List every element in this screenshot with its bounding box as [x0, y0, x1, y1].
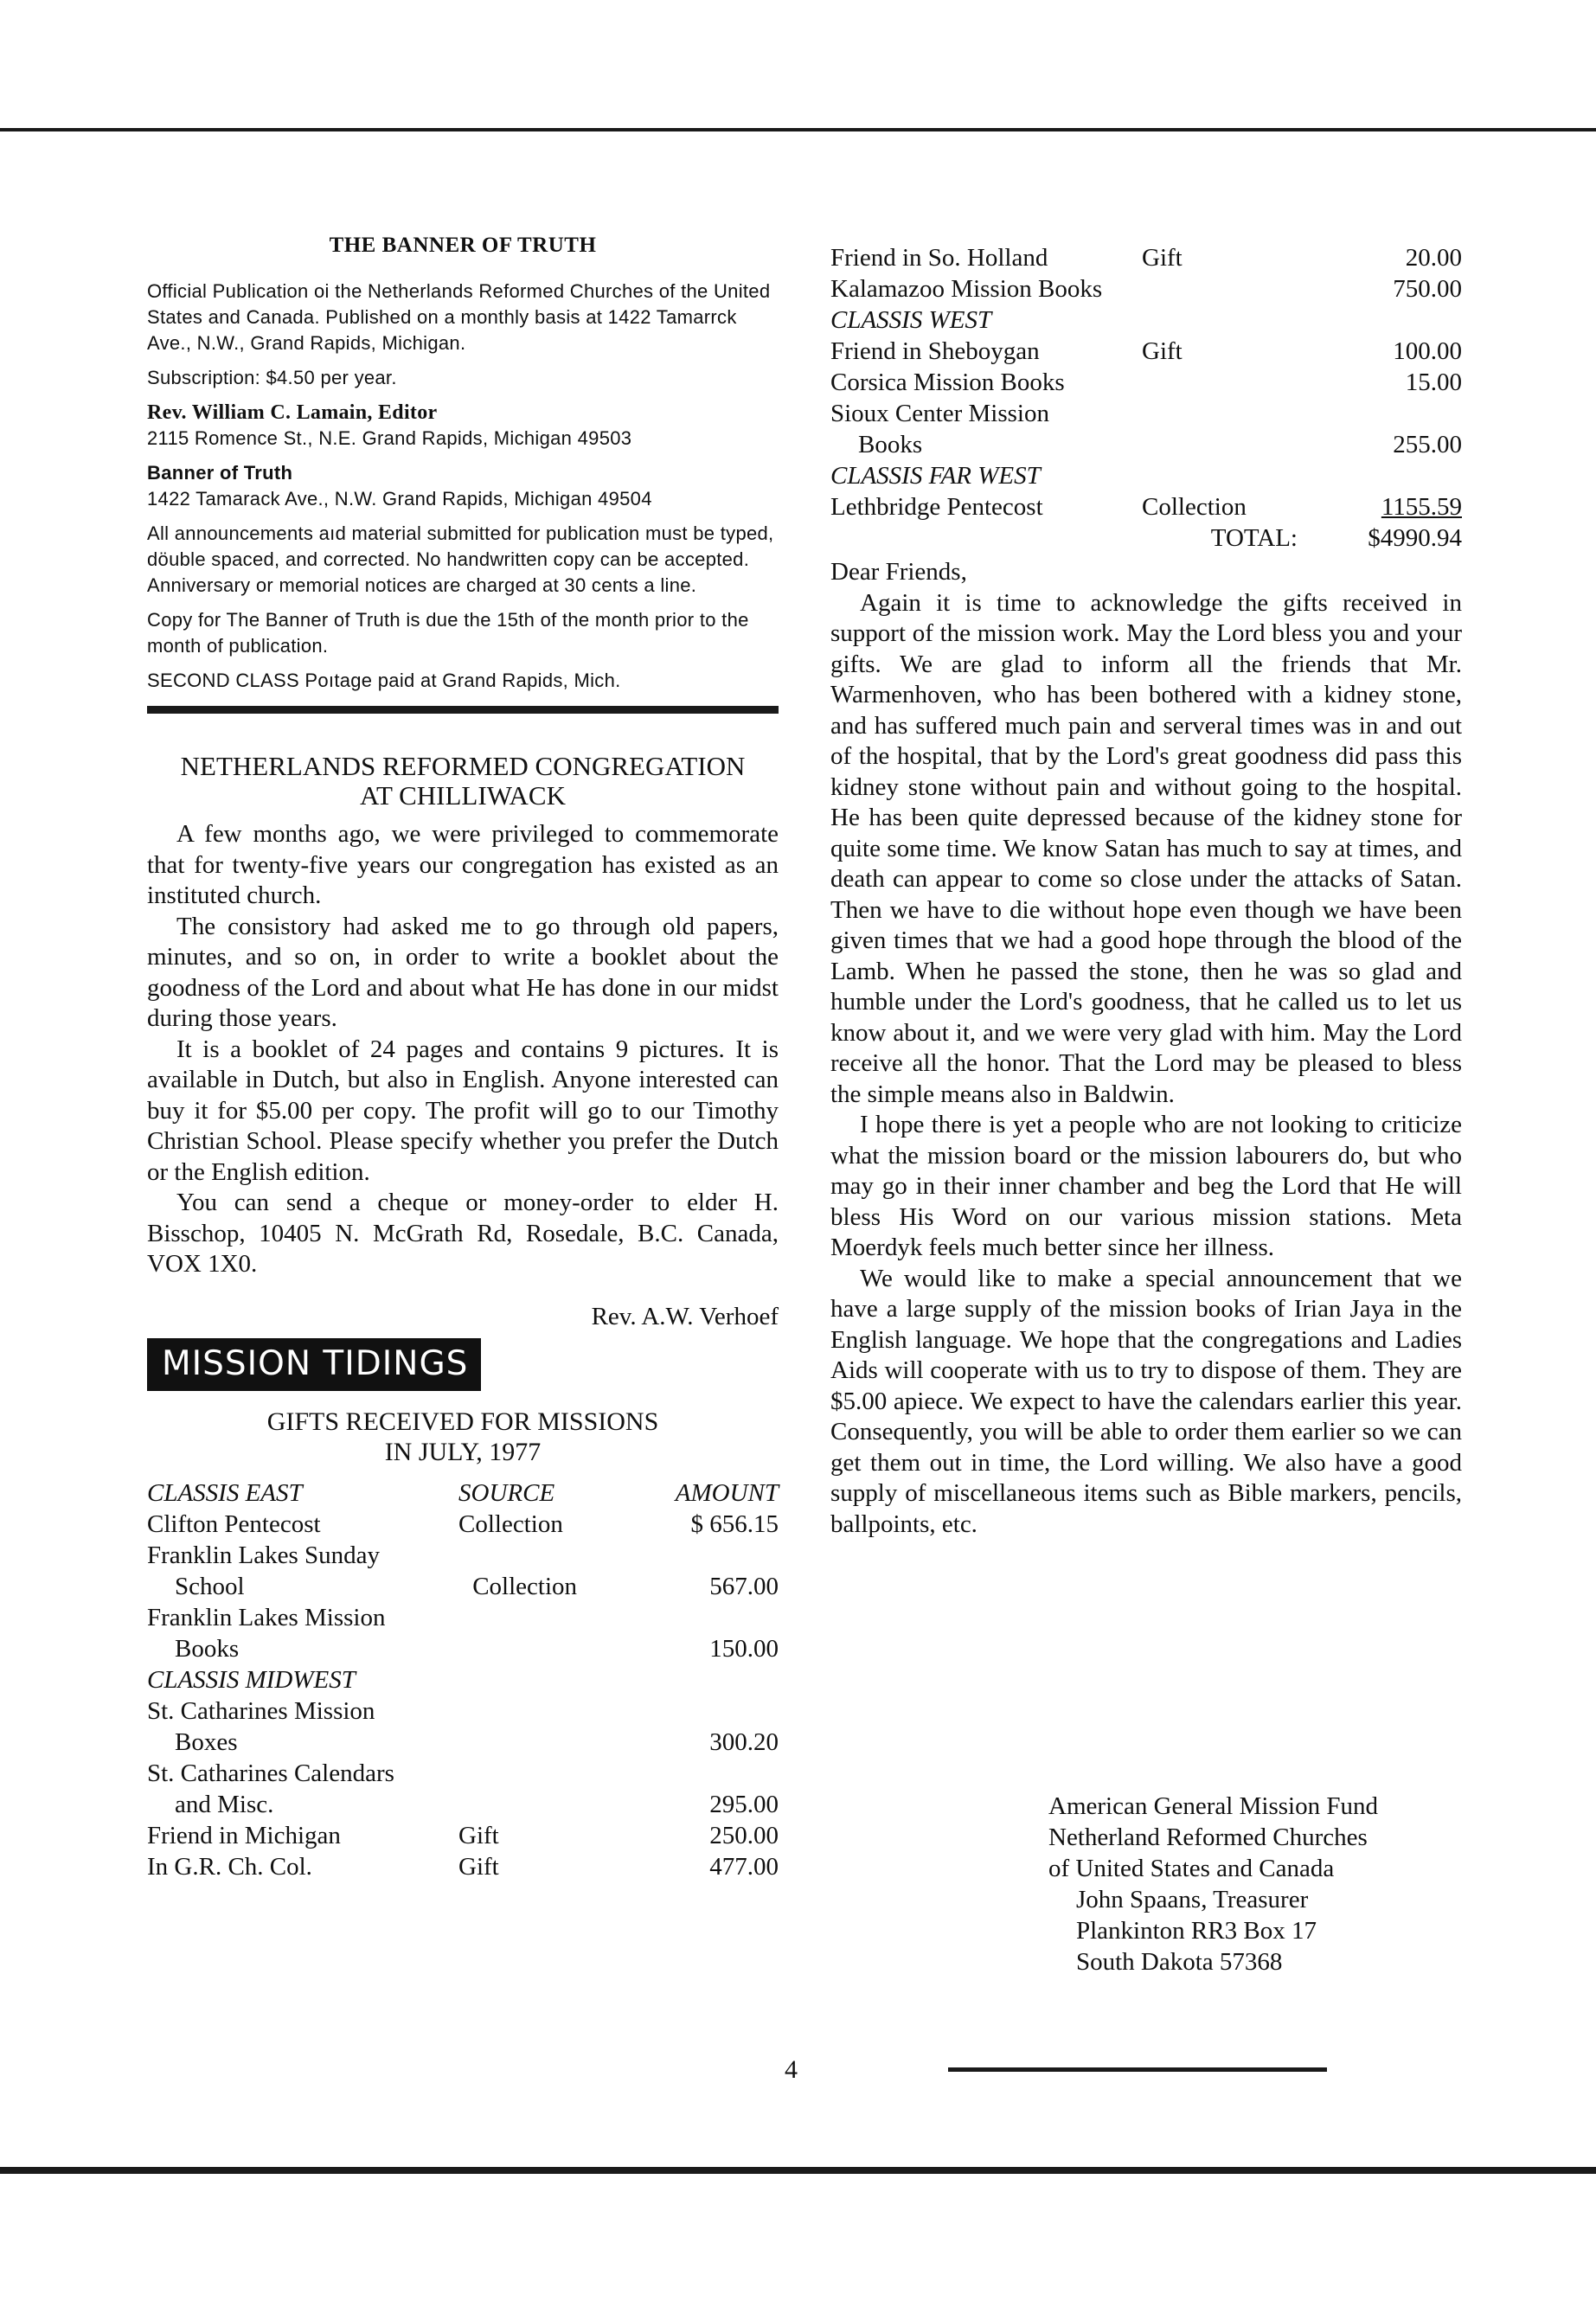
header-amount: AMOUNT — [675, 1478, 779, 1507]
total-row — [830, 522, 1462, 554]
letter-salutation: Dear Friends, — [830, 558, 967, 586]
article-paragraph: It is a booklet of 24 pages and contains 9 pictures. It is available in Dutch, but also in English. Anyone interested can buy it for $5.00 per copy. The profit will go to our Timothy Christian School. Please specify whether you prefer the Dutch or the English edition. — [147, 1035, 779, 1186]
gift-donor: Franklin Lakes Mission — [147, 1603, 386, 1631]
gift-row — [147, 1571, 779, 1602]
gift-donor: Books — [175, 1634, 240, 1663]
gift-amount — [631, 1540, 779, 1571]
gift-amount — [631, 1695, 779, 1727]
masthead-editor-address: 2115 Romence St., N.E. Grand Rapids, Michigan 49503 — [147, 427, 632, 449]
gift-source: Collection — [1142, 493, 1247, 521]
gift-donor: and Misc. — [175, 1790, 274, 1818]
gift-donor: St. Catharines Mission — [147, 1696, 375, 1725]
gift-donor: Friend in Sheboygan — [830, 337, 1040, 365]
gift-source — [1142, 367, 1315, 398]
right-column — [830, 242, 1462, 1540]
gifts-title — [147, 1407, 779, 1467]
gift-donor: School — [175, 1572, 245, 1600]
header-classis: CLASSIS EAST — [147, 1478, 303, 1507]
gift-source — [472, 1727, 638, 1758]
masthead-title: THE BANNER OF TRUTH — [329, 234, 597, 257]
gift-source — [1142, 273, 1315, 304]
gift-amount: 300.20 — [709, 1727, 779, 1756]
gift-source: Gift — [458, 1821, 499, 1849]
gift-row — [147, 1758, 779, 1789]
gift-amount — [1315, 304, 1462, 336]
gifts-list-left — [147, 1509, 779, 1882]
gift-amount: 250.00 — [709, 1821, 779, 1849]
gift-source: Gift — [1142, 244, 1183, 272]
masthead-copy-due: Copy for The Banner of Truth is due the 15th of the month prior to the month of publication. — [147, 609, 749, 657]
classis-heading: CLASSIS WEST — [830, 306, 992, 334]
gifts-title-line2: IN JULY, 1977 — [384, 1437, 542, 1466]
gift-donor: Lethbridge Pentecost — [830, 493, 1043, 521]
article-title-line1: NETHERLANDS REFORMED CONGREGATION — [180, 751, 746, 781]
masthead-announcements: All announcements aıd material submitted for publication must be typed, döuble spaced, and corrected. No handwritten copy can be accepted. Anniversary or memorial notices are charged at 30 cents a line. — [147, 522, 774, 596]
treasurer-address — [1048, 1791, 1378, 1977]
gift-amount: 567.00 — [709, 1572, 779, 1600]
gift-donor: Corsica Mission Books — [830, 369, 1065, 396]
bottom-page-rule — [0, 2167, 1596, 2174]
mission-tidings-banner: MISSION TIDINGS — [147, 1338, 481, 1391]
gift-row — [147, 1633, 779, 1664]
address-divider — [948, 2067, 1327, 2072]
gift-amount: 20.00 — [1405, 244, 1462, 272]
masthead-divider — [147, 706, 779, 714]
gift-source — [1142, 304, 1315, 336]
gift-source — [472, 1633, 638, 1664]
gifts-title-line1: GIFTS RECEIVED FOR MISSIONS — [266, 1407, 659, 1436]
gift-donor: Franklin Lakes Sunday — [147, 1541, 381, 1569]
address-line: John Spaans, Treasurer — [1076, 1886, 1309, 1913]
gift-row — [830, 398, 1462, 429]
gift-row — [147, 1789, 779, 1820]
gift-source — [1156, 429, 1321, 460]
gift-source: Gift — [458, 1852, 499, 1881]
letter-paragraph: We would like to make a special announcement that we have a large supply of the mission books of Irian Jaya in the English language. We hope that the congregations and Ladies Aids will cooperate with us to try to dispose of them. They are $5.00 apiece. We expect to have the calendars earlier this year. Consequently, you will be able to order them earlier so we can get them out in time, the Lord willing. We also have a good supply of miscellaneous items such as Bible markers, pencils, ballpoints, etc. — [830, 1264, 1462, 1538]
gift-amount: 15.00 — [1405, 369, 1462, 396]
gift-amount: $ 656.15 — [690, 1509, 779, 1538]
address-line: Plankinton RR3 Box 17 — [1076, 1917, 1317, 1945]
mission-banner-wrap — [147, 1338, 779, 1391]
gift-row — [830, 367, 1462, 398]
article-title — [147, 752, 779, 811]
gift-row — [147, 1509, 779, 1540]
gift-donor: Friend in Michigan — [147, 1821, 341, 1849]
gift-donor: St. Catharines Calendars — [147, 1759, 394, 1787]
masthead-postage: SECOND CLASS Poıtage paid at Grand Rapids, Mich. — [147, 670, 621, 691]
article-paragraph: You can send a cheque or money-order to elder H. Bisschop, 10405 N. McGrath Rd, Rosedale, B.C. Canada, VOX 1X0. — [147, 1189, 779, 1278]
gift-donor: Friend in So. Holland — [830, 244, 1048, 272]
address-line: South Dakota 57368 — [1076, 1948, 1283, 1976]
gift-source — [458, 1695, 631, 1727]
article-paragraph: A few months ago, we were privileged to commemorate that for twenty-five years our congregation has existed as an instituted church. — [147, 820, 779, 909]
gift-amount — [1315, 460, 1462, 491]
gift-amount — [631, 1602, 779, 1633]
article-paragraph: The consistory had asked me to go through old papers, minutes, and so on, in order to write a booklet about the goodness of the Lord and about what He has done in our midst during those years. — [147, 912, 779, 1032]
gift-row — [830, 273, 1462, 304]
gift-row — [147, 1820, 779, 1851]
masthead-official: Official Publication oi the Netherlands Reformed Churches of the United States and Canada. Published on a monthly basis at 1422 Tamarrck Ave., N.W., Grand Rapids, Michigan. — [147, 280, 771, 354]
gift-source — [458, 1758, 631, 1789]
gift-source: Gift — [1142, 337, 1183, 365]
gift-source — [458, 1540, 631, 1571]
classis-heading: CLASSIS FAR WEST — [830, 462, 1041, 490]
left-column — [147, 234, 779, 1882]
address-line: American General Mission Fund — [1048, 1792, 1378, 1820]
gift-row — [830, 491, 1462, 522]
total-amount: $4990.94 — [1368, 524, 1462, 552]
gift-row — [830, 460, 1462, 491]
gift-donor: Clifton Pentecost — [147, 1509, 321, 1538]
gift-amount: 477.00 — [709, 1852, 779, 1881]
gift-donor: Boxes — [175, 1727, 238, 1756]
gift-source — [1142, 460, 1315, 491]
gift-source — [458, 1664, 631, 1695]
gifts-list-right — [830, 242, 1462, 522]
gift-amount: 750.00 — [1393, 275, 1462, 303]
gift-row — [147, 1851, 779, 1882]
gift-donor: Sioux Center Mission — [830, 400, 1049, 427]
gift-row — [147, 1540, 779, 1571]
header-source: SOURCE — [458, 1478, 555, 1507]
gift-source — [458, 1602, 631, 1633]
gift-donor: Kalamazoo Mission Books — [830, 275, 1103, 303]
article-title-line2: AT CHILLIWACK — [360, 780, 566, 811]
masthead-banner-address: 1422 Tamarack Ave., N.W. Grand Rapids, Michigan 49504 — [147, 488, 652, 510]
gift-amount — [631, 1664, 779, 1695]
gift-amount: 295.00 — [709, 1790, 779, 1818]
gift-source: Collection — [458, 1509, 563, 1538]
top-page-rule — [0, 128, 1596, 131]
gift-row — [147, 1695, 779, 1727]
gift-source: Collection — [472, 1572, 578, 1600]
gift-amount: 150.00 — [709, 1634, 779, 1663]
masthead — [147, 234, 779, 694]
gift-donor: In G.R. Ch. Col. — [147, 1852, 312, 1881]
gift-row — [830, 242, 1462, 273]
letter-paragraph: I hope there is yet a people who are not looking to criticize what the mission board or the mission labourers do, but who may go in their inner chamber and beg the Lord that He will bless His Word on our various mission stations. Meta Moerdyk feels much better since her illness. — [830, 1111, 1462, 1261]
gift-amount — [631, 1758, 779, 1789]
gift-row — [830, 304, 1462, 336]
gift-row — [830, 336, 1462, 367]
article-signature: Rev. A.W. Verhoef — [591, 1302, 779, 1330]
gift-source — [472, 1789, 638, 1820]
gift-donor: Books — [858, 431, 923, 458]
gift-amount — [1315, 398, 1462, 429]
gift-source — [1142, 398, 1315, 429]
gifts-header-row — [147, 1477, 779, 1509]
gift-row — [147, 1602, 779, 1633]
address-line: Netherland Reformed Churches — [1048, 1823, 1368, 1851]
gift-row — [147, 1727, 779, 1758]
gift-amount: 1155.59 — [1381, 493, 1462, 521]
masthead-subscription: Subscription: $4.50 per year. — [147, 367, 397, 388]
total-label: TOTAL: — [1210, 524, 1298, 552]
address-line: of United States and Canada — [1048, 1855, 1335, 1882]
letter-paragraph: Again it is time to acknowledge the gifts received in support of the mission work. May the Lord bless you and your gifts. We are glad to inform all the friends that Mr. Warmenhoven, who has been bothered with a kidney stone, and has suffered much pain and serveral times was in and out of the hospital, that by the Lord's great goodness did pass this kidney stone without pain and without going to the hospital. He has been quite depressed because of the kidney stone for quite some time. We know Satan has much to say at times, and death can appear to come so close under the attacks of Satan. Then we have to die without hope even though we have been given times that we had a good hope through the blood of the Lamb. When he passed the stone, then he was so glad and humble under the Lord's goodness, that he called us to let us know about it, and we were very glad with him. May the Lord receive all the honor. That the Lord may be pleased to bless the simple means also in Baldwin. — [830, 588, 1462, 1108]
gift-amount: 255.00 — [1393, 431, 1462, 458]
page-number: 4 — [785, 2055, 798, 2084]
masthead-editor-name: Rev. William C. Lamain, Editor — [147, 401, 438, 424]
masthead-banner-label: Banner of Truth — [147, 462, 293, 484]
gift-amount: 100.00 — [1393, 337, 1462, 365]
classis-heading: CLASSIS MIDWEST — [147, 1665, 356, 1694]
gift-row — [830, 429, 1462, 460]
gift-row — [147, 1664, 779, 1695]
